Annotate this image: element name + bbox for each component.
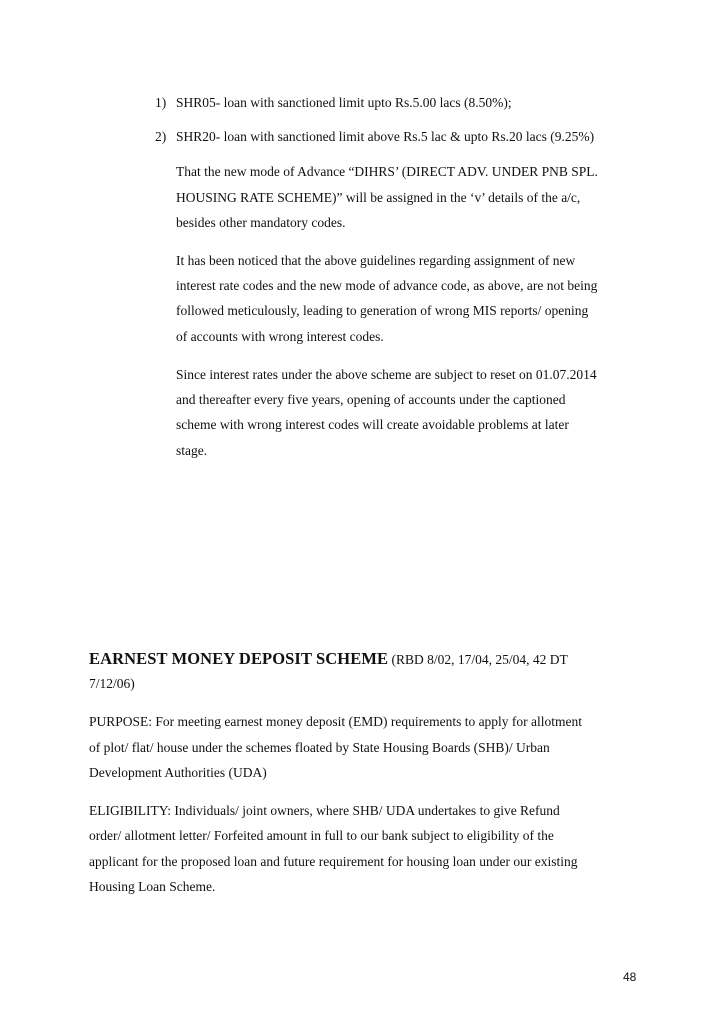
paragraph-2-line-4: of accounts with wrong interest codes. [176,329,384,344]
paragraph-1-line-3: besides other mandatory codes. [176,215,346,230]
paragraph-1-line-2: HOUSING RATE SCHEME)” will be assigned in the ‘v’ details of the a/c, [176,190,581,205]
eligibility-line-3: applicant for the proposed loan and future requirement for housing loan under our existing [89,854,578,869]
purpose-line-1: PURPOSE: For meeting earnest money deposit (EMD) requirements to apply for allotment [89,714,583,729]
section-reference: (RBD 8/02, 17/04, 25/04, 42 DT [388,652,568,667]
list-item-1-text: SHR05- loan with sanctioned limit upto Rs.5.00 lacs (8.50%); [176,95,512,110]
purpose-line-3: Development Authorities (UDA) [89,765,267,780]
paragraph-3-line-3: scheme with wrong interest codes will create avoidable problems at later [176,417,569,432]
paragraph-2-line-1: It has been noticed that the above guidelines regarding assignment of new [176,253,576,268]
paragraph-2-line-3: followed meticulously, leading to generation of wrong MIS reports/ opening [176,303,589,318]
paragraph-3-line-2: and thereafter every five years, opening of accounts under the captioned [176,392,566,407]
list-number-2: 2) [155,129,167,144]
paragraph-3-line-4: stage. [176,443,208,458]
paragraph-3-line-1: Since interest rates under the above scheme are subject to reset on 01.07.2014 [176,367,597,382]
eligibility-line-4: Housing Loan Scheme. [89,879,216,894]
section-heading [89,648,568,671]
paragraph-1-line-1: That the new mode of Advance “DIHRS’ (DIRECT ADV. UNDER PNB SPL. [176,164,598,179]
section-title: EARNEST MONEY DEPOSIT SCHEME [89,649,389,668]
list-item-2-text: SHR20- loan with sanctioned limit above Rs.5 lac & upto Rs.20 lacs (9.25%) [176,129,595,144]
section-reference-continued: 7/12/06) [89,676,135,691]
eligibility-line-2: order/ allotment letter/ Forfeited amount in full to our bank subject to eligibility of the [89,828,554,843]
list-number-1: 1) [155,95,167,110]
eligibility-line-1: ELIGIBILITY: Individuals/ joint owners, where SHB/ UDA undertakes to give Refund [89,803,560,818]
page-number: 48 [623,970,637,984]
paragraph-2-line-2: interest rate codes and the new mode of advance code, as above, are not being [176,278,598,293]
purpose-line-2: of plot/ flat/ house under the schemes floated by State Housing Boards (SHB)/ Urban [89,740,550,755]
